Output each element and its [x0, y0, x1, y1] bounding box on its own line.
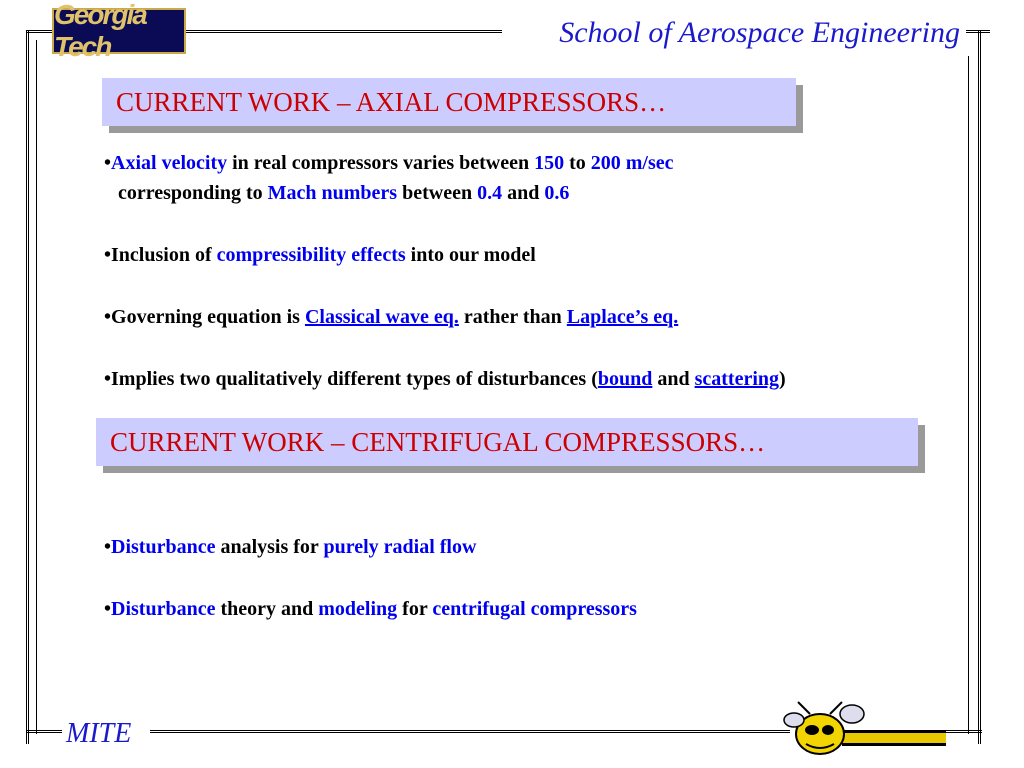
keyword-modeling: modeling: [318, 598, 398, 620]
axial-bullet-3: [104, 306, 678, 329]
text: Governing equation is: [111, 306, 305, 328]
text: between: [397, 182, 478, 204]
bullet: •: [104, 536, 112, 558]
text: for: [397, 598, 433, 620]
frame-top-mid-line: [186, 30, 502, 33]
bullet: •: [104, 306, 112, 328]
yellow-jacket-mascot-icon: [780, 700, 950, 760]
centrifugal-section-title: CURRENT WORK – CENTRIFUGAL COMPRESSORS…: [96, 418, 918, 466]
text: Implies two qualitatively different types of disturbances (: [111, 368, 598, 390]
link-classical-wave-eq[interactable]: Classical wave eq.: [304, 306, 459, 328]
bullet: •: [104, 244, 112, 266]
text: in real compressors varies between: [227, 152, 535, 174]
keyword-axial-velocity: Axial velocity: [111, 152, 228, 174]
axial-section-title: CURRENT WORK – AXIAL COMPRESSORS…: [102, 78, 796, 126]
frame-inner-left-line: [36, 40, 37, 734]
text: and: [652, 368, 695, 390]
axial-bullet-1: [104, 152, 674, 175]
mite-footer-label: MITE: [62, 718, 135, 750]
text: ): [779, 368, 786, 390]
text: and: [502, 182, 545, 204]
keyword-purely-radial-flow: purely radial flow: [323, 536, 477, 558]
text: into our model: [405, 244, 536, 266]
bullet: •: [104, 598, 112, 620]
link-bound[interactable]: bound: [597, 368, 653, 390]
value-200: 200 m/sec: [590, 152, 674, 174]
axial-bullet-1-cont: [118, 182, 569, 205]
text: corresponding to: [118, 182, 268, 204]
school-title: School of Aerospace Engineering: [553, 16, 966, 50]
centrifugal-bullet-1: [104, 536, 476, 559]
text: rather than: [458, 306, 567, 328]
keyword-mach-numbers: Mach numbers: [267, 182, 398, 204]
text: to: [564, 152, 591, 174]
link-laplaces-eq[interactable]: Laplace’s eq.: [566, 306, 679, 328]
keyword-centrifugal-compressors: centrifugal compressors: [432, 598, 637, 620]
keyword-disturbance: Disturbance: [111, 536, 216, 558]
value-0-6: 0.6: [544, 182, 570, 204]
georgia-tech-logo: Georgia Tech: [52, 8, 186, 54]
frame-bottom-mid-line: [150, 730, 790, 733]
centrifugal-bullet-2: [104, 598, 637, 621]
text: Inclusion of: [111, 244, 217, 266]
keyword-disturbance: Disturbance: [111, 598, 216, 620]
frame-inner-right-line: [968, 56, 969, 734]
value-150: 150: [534, 152, 565, 174]
value-0-4: 0.4: [477, 182, 503, 204]
axial-bullet-4: [104, 368, 786, 391]
text: theory and: [215, 598, 319, 620]
frame-bottom-left-line: [26, 730, 66, 733]
bullet: •: [104, 152, 112, 174]
bullet: •: [104, 368, 112, 390]
frame-left-line: [26, 30, 29, 744]
keyword-compressibility-effects: compressibility effects: [216, 244, 406, 266]
axial-bullet-2: [104, 244, 536, 267]
frame-right-line: [978, 30, 981, 744]
link-scattering[interactable]: scattering: [694, 368, 780, 390]
text: analysis for: [215, 536, 324, 558]
